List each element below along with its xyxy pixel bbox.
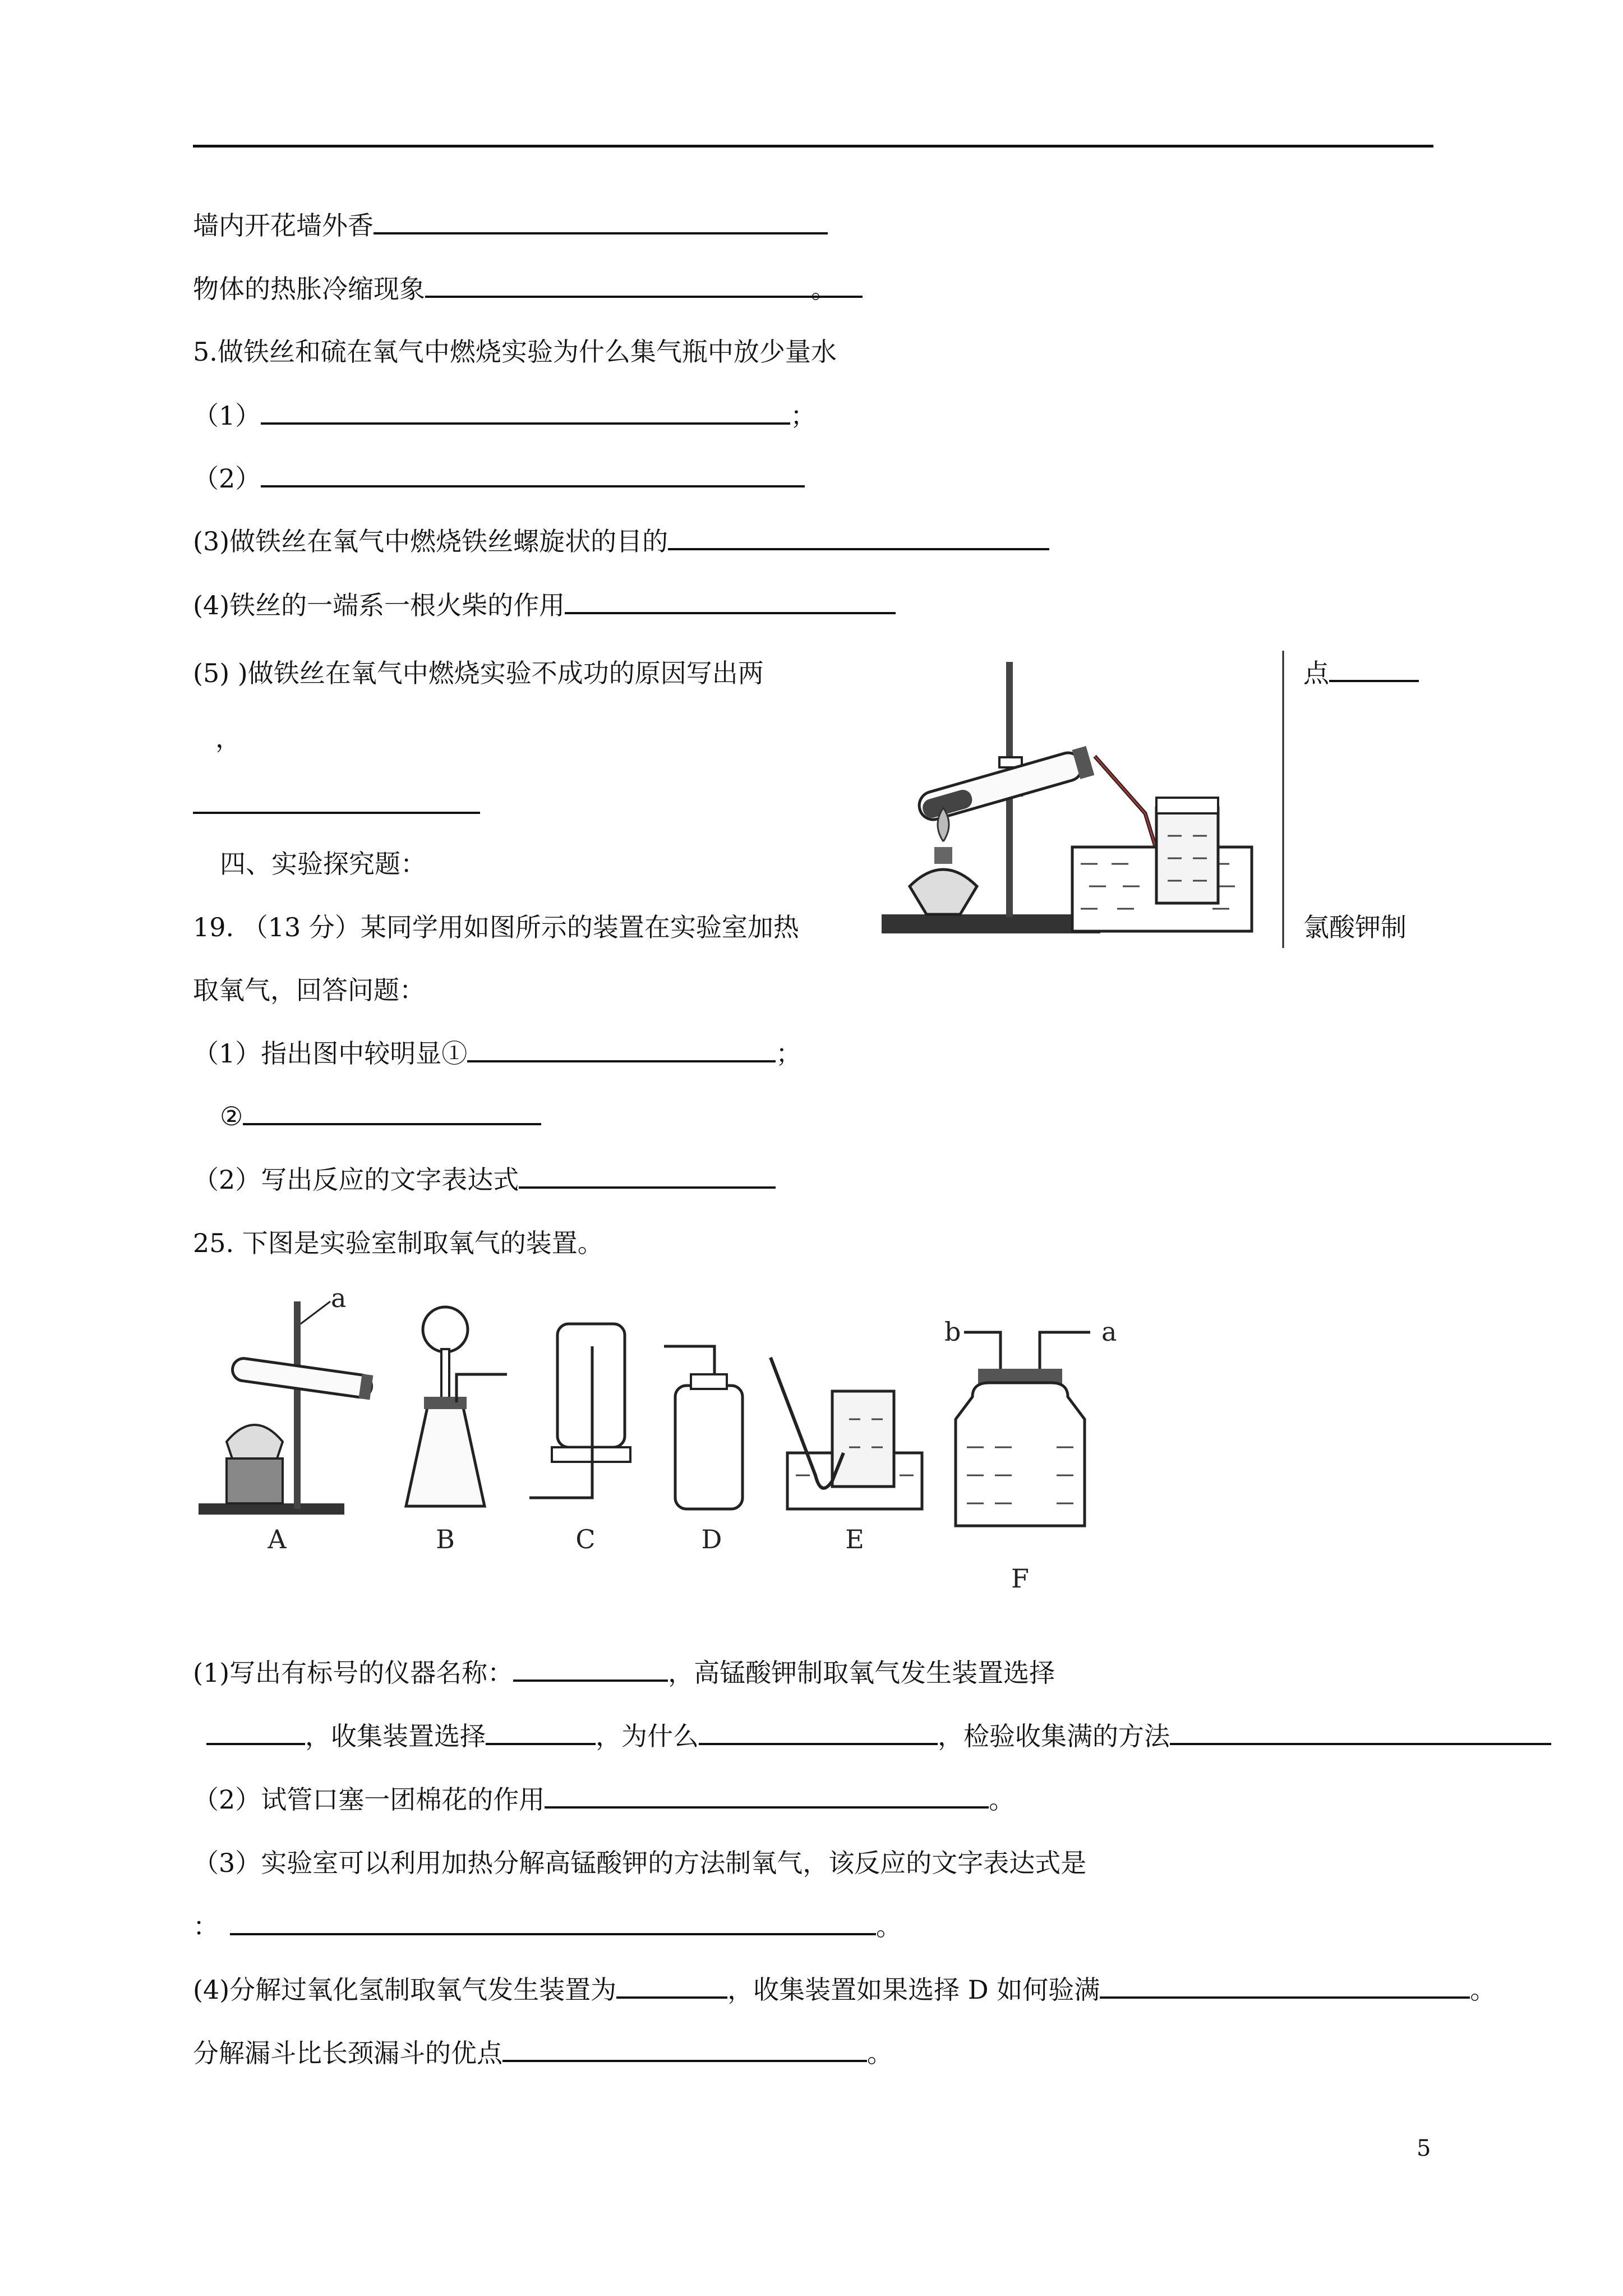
line-16: 25. 下图是实验室制取氧气的装置。 [193, 1228, 603, 1258]
line-14: ② [220, 1099, 541, 1133]
blank[interactable] [519, 1163, 776, 1189]
line-13: （1）指出图中较明显① ； [193, 1037, 801, 1070]
label-f: F [1011, 1563, 1029, 1594]
marker-a-label-f: a [1101, 1317, 1117, 1347]
line-19: （2）试管口塞一团棉花的作用 。 [193, 1783, 1015, 1816]
label-a: A [268, 1524, 287, 1554]
header-rule [193, 145, 1433, 148]
blank[interactable] [668, 524, 1049, 550]
blank[interactable] [699, 1719, 938, 1745]
blank[interactable] [206, 1719, 305, 1745]
line-15: （2）写出反应的文字表达式 [193, 1163, 776, 1197]
blank[interactable] [1329, 656, 1419, 682]
blank[interactable] [467, 1037, 776, 1062]
blank[interactable] [616, 1973, 727, 1999]
blank[interactable] [513, 1656, 668, 1682]
line-11-right: 氯酸钾制 [1303, 912, 1407, 942]
blank[interactable] [261, 399, 790, 425]
apparatus-a [199, 1290, 373, 1554]
blank[interactable] [502, 2036, 867, 2062]
answer-rule [193, 812, 480, 814]
blank[interactable] [486, 1719, 596, 1745]
label-c: C [575, 1524, 596, 1554]
label-d: D [701, 1524, 722, 1554]
label-b: B [436, 1524, 455, 1554]
line-20: （3）实验室可以利用加热分解高锰酸钾的方法制氧气，该反应的文字表达式是 [193, 1848, 1087, 1878]
blank[interactable] [243, 1099, 541, 1125]
line-2: 物体的热胀冷缩现象 。 [193, 272, 863, 306]
blank[interactable] [425, 272, 847, 298]
apparatus-c [529, 1324, 630, 1554]
line-17: (1)写出有标号的仪器名称： ，高锰酸钾制取氧气发生装置选择 [193, 1656, 1055, 1690]
marker-b-label: b [944, 1317, 961, 1347]
line-12: 取氧气，回答问题： [193, 975, 425, 1005]
line-8-right: 点 [1303, 656, 1419, 690]
line-22: (4)分解过氧化氢制取氧气发生装置为 ，收集装置如果选择 D 如何验满 。 [193, 1973, 1496, 2007]
line-10: 四、实验探究题： [220, 849, 426, 879]
apparatus-b [406, 1307, 507, 1554]
line-6: (3)做铁丝在氧气中燃烧铁丝螺旋状的目的 [193, 524, 1049, 558]
line-18: ，收集装置选择 ，为什么 ，检验收集满的方法 [206, 1719, 1551, 1753]
blank[interactable] [230, 1910, 876, 1935]
line-21: ： 。 [193, 1910, 902, 1943]
line-3: 5.做铁丝和硫在氧气中燃烧实验为什么集气瓶中放少量水 [193, 337, 837, 367]
apparatus-figure-1 [876, 651, 1284, 948]
apparatus-e [771, 1358, 922, 1554]
line-1: 墙内开花墙外香 [193, 209, 828, 242]
label-e: E [845, 1524, 864, 1554]
blank[interactable] [837, 272, 863, 298]
apparatus-f [944, 1317, 1117, 1594]
blank[interactable] [261, 462, 805, 487]
apparatus-d [664, 1346, 743, 1554]
page-number: 5 [1417, 2136, 1431, 2161]
line-5: （2） [193, 462, 805, 495]
line-11: 19. （13 分）某同学用如图所示的装置在实验室加热 [193, 912, 799, 942]
marker-a-label: a [331, 1290, 347, 1313]
blank[interactable] [545, 1783, 989, 1809]
line-7: (4)铁丝的一端系一根火柴的作用 [193, 588, 896, 622]
line-4: （1） ； [193, 399, 816, 432]
blank[interactable] [1100, 1973, 1470, 1999]
blank[interactable] [374, 209, 828, 234]
blank[interactable] [1170, 1719, 1551, 1745]
line-9: ， [215, 723, 241, 753]
apparatus-figure-2 [193, 1290, 1146, 1604]
line-23: 分解漏斗比长颈漏斗的优点 。 [193, 2036, 893, 2070]
line-8: (5) )做铁丝在氧气中燃烧实验不成功的原因写出两 [193, 658, 764, 688]
blank[interactable] [565, 588, 896, 614]
